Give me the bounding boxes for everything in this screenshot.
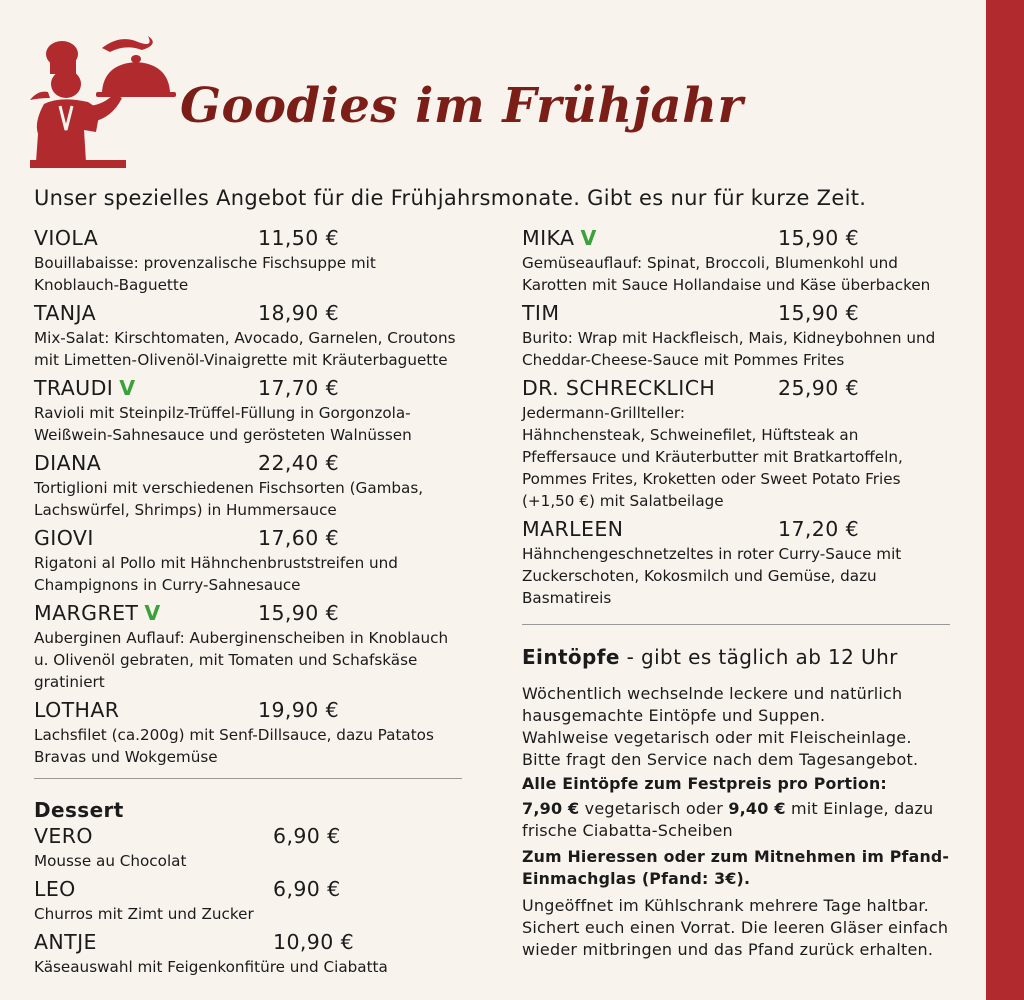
vegetarian-badge: V (580, 226, 597, 250)
description-line: Cheddar-Cheese-Sauce mit Pommes Frites (522, 351, 845, 369)
menu-item (34, 601, 464, 693)
description-line: Lachsfilet (ca.200g) mit Senf-Dillsauce, dazu Patatos (34, 726, 434, 744)
menu-item-price: 11,50 € (258, 226, 340, 250)
menu-item-header (522, 517, 952, 543)
description-line: Basmatireis (522, 589, 612, 607)
description-line: gratiniert (34, 673, 105, 691)
menu-item-name (34, 526, 94, 550)
menu-item-name (34, 698, 119, 722)
menu-item-header (34, 824, 464, 850)
description-line: Rigatoni al Pollo mit Hähnchenbruststreifen und (34, 554, 398, 572)
chef-logo (30, 34, 180, 170)
menu-item (522, 517, 952, 609)
menu-item-description (34, 327, 464, 371)
pfand-text (522, 846, 952, 890)
menu-item (34, 824, 464, 872)
menu-item-name (34, 451, 101, 475)
description-line: Hähnchensteak, Schweinefilet, Hüftsteak an (522, 426, 859, 444)
right-accent-bar (986, 0, 1024, 1000)
menu-item-name-text: ANTJE (34, 930, 97, 954)
menu-item-name-text: LOTHAR (34, 698, 120, 722)
menu-item-header (34, 601, 464, 627)
menu-item (34, 877, 464, 925)
menu-item-price: 17,60 € (258, 526, 340, 550)
pfand-line: Einmachglas (Pfand: 3€). (522, 869, 751, 888)
menu-item-price: 6,90 € (273, 824, 341, 848)
menu-item-header (34, 226, 464, 252)
menu-item-name (34, 376, 135, 400)
description-line: Lachswürfel, Shrimps) in Hummersauce (34, 501, 337, 519)
menu-item-header (34, 526, 464, 552)
description-line: Pommes Frites, Kroketten oder Sweet Potato Fries (522, 470, 901, 488)
dessert-title: Dessert (34, 798, 124, 822)
menu-item (522, 226, 952, 296)
menu-item-name-text: MIKA (522, 226, 575, 250)
outro-line: wieder mitbringen und das Pfand zurück erhalten. (522, 940, 934, 959)
menu-item-name-text: TIM (522, 301, 560, 325)
description-line: Zuckerschoten, Kokosmilch und Gemüse, dazu (522, 567, 877, 585)
price-veg: 7,90 € (522, 799, 580, 818)
description-line: Mix-Salat: Kirschtomaten, Avocado, Garnelen, Croutons (34, 329, 456, 347)
menu-item-name-text: DIANA (34, 451, 102, 475)
menu-item-name-text: VIOLA (34, 226, 99, 250)
menu-item-price: 17,20 € (778, 517, 860, 541)
menu-item-price: 19,90 € (258, 698, 340, 722)
description-line: Churros mit Zimt und Zucker (34, 905, 254, 923)
menu-item-header (34, 451, 464, 477)
menu-item-header (522, 226, 952, 252)
menu-item (34, 526, 464, 596)
description-line: Auberginen Auflauf: Auberginenscheiben in Knoblauch (34, 629, 449, 647)
menu-item-header (34, 698, 464, 724)
description-line: u. Olivenöl gebraten, mit Tomaten und Schafskäse (34, 651, 418, 669)
description-line: Knoblauch-Baguette (34, 276, 189, 294)
menu-item-description (34, 402, 464, 446)
price-veg-text: vegetarisch oder (579, 799, 729, 818)
description-line: Mousse au Chocolat (34, 852, 187, 870)
dessert-list (34, 824, 464, 978)
menu-item-header (34, 877, 464, 903)
intro-text: Unser spezielles Angebot für die Frühjahrsmonate. Gibt es nur für kurze Zeit. (34, 186, 867, 210)
right-column (522, 226, 952, 961)
menu-item-price: 15,90 € (258, 601, 340, 625)
menu-item-description (34, 627, 464, 693)
ciabatta-line: frische Ciabatta-Scheiben (522, 821, 733, 840)
menu-item-name-text: DR. SCHRECKLICH (522, 376, 716, 400)
menu-item-name (522, 301, 559, 325)
eintoepfe-intro-line: Wöchentlich wechselnde leckere und natürlich (522, 684, 903, 703)
menu-item-description (34, 552, 464, 596)
menu-item-description (522, 327, 952, 371)
menu-item-price: 22,40 € (258, 451, 340, 475)
festpreis-heading: Alle Eintöpfe zum Festpreis pro Portion: (522, 774, 887, 793)
description-line: Jedermann-Grillteller: (522, 404, 686, 422)
eintoepfe-intro-line: Bitte fragt den Service nach dem Tagesangebot. (522, 750, 919, 769)
menu-item-name (34, 601, 161, 625)
menu-item-name (522, 517, 623, 541)
description-line: mit Limetten-Olivenöl-Vinaigrette mit Kräuterbaguette (34, 351, 448, 369)
eintoepfe-subtitle: - gibt es täglich ab 12 Uhr (619, 645, 898, 669)
menu-item (522, 301, 952, 371)
menu-item-price: 18,90 € (258, 301, 340, 325)
menu-item-name (34, 226, 98, 250)
eintoepfe-title (522, 645, 952, 673)
menu-item (34, 930, 464, 978)
description-line: Tortiglioni mit verschiedenen Fischsorten (Gambas, (34, 479, 424, 497)
description-line: Ravioli mit Steinpilz-Trüffel-Füllung in Gorgonzola- (34, 404, 411, 422)
description-line: Pfeffersauce und Kräuterbutter mit Bratkartoffeln, (522, 448, 903, 466)
menu-item-description (522, 402, 952, 512)
main-dish-list (34, 226, 464, 768)
description-line: Käseauswahl mit Feigenkonfitüre und Ciabatta (34, 958, 388, 976)
menu-item (34, 376, 464, 446)
description-line: Bravas und Wokgemüse (34, 748, 218, 766)
menu-item (34, 698, 464, 768)
menu-item-description (522, 543, 952, 609)
menu-item (34, 301, 464, 371)
section-divider (522, 624, 950, 625)
description-line: Gemüseauflauf: Spinat, Broccoli, Blumenkohl und (522, 254, 898, 272)
section-divider (34, 778, 462, 779)
menu-item-description (34, 850, 464, 872)
menu-item-header (34, 930, 464, 956)
menu-item-description (34, 903, 464, 925)
main-dish-list-right (522, 226, 952, 609)
menu-item-name (34, 930, 97, 954)
menu-item-name-text: TRAUDI (34, 376, 114, 400)
description-line: Hähnchengeschnetzeltes in roter Curry-Sauce mit (522, 545, 902, 563)
menu-item (522, 376, 952, 512)
menu-item-name-text: MARLEEN (522, 517, 624, 541)
outro-line: Ungeöffnet im Kühlschrank mehrere Tage haltbar. (522, 896, 929, 915)
eintoepfe-intro-line: hausgemachte Eintöpfe und Suppen. (522, 706, 826, 725)
vegetarian-badge: V (119, 376, 136, 400)
eintoepfe-intro-line: Wahlweise vegetarisch oder mit Fleischeinlage. (522, 728, 912, 747)
menu-item-name (522, 226, 597, 250)
menu-item-description (34, 477, 464, 521)
menu-item-name-text: VERO (34, 824, 93, 848)
menu-item-price: 6,90 € (273, 877, 341, 901)
menu-item-name (34, 824, 93, 848)
price-meat-text: mit Einlage, dazu (785, 799, 934, 818)
menu-item-name-text: GIOVI (34, 526, 94, 550)
outro-line: Sichert euch einen Vorrat. Die leeren Gläser einfach (522, 918, 949, 937)
eintoepfe-intro (522, 683, 952, 771)
menu-item-header (34, 376, 464, 402)
menu-item-description (522, 252, 952, 296)
left-column (34, 226, 464, 978)
menu-item-description (34, 724, 464, 768)
description-line: (+1,50 €) mit Salatbeilage (522, 492, 724, 510)
menu-item-description (34, 956, 464, 978)
description-line: Champignons in Curry-Sahnesauce (34, 576, 301, 594)
menu-item-price: 10,90 € (273, 930, 355, 954)
description-line: Karotten mit Sauce Hollandaise und Käse überbacken (522, 276, 931, 294)
description-line: Bouillabaisse: provenzalische Fischsuppe mit (34, 254, 376, 272)
menu-item (34, 451, 464, 521)
price-line (522, 798, 952, 820)
menu-item-header (34, 301, 464, 327)
menu-item-price: 25,90 € (778, 376, 860, 400)
menu-item-name (34, 301, 96, 325)
description-line: Weißwein-Sahnesauce und gerösteten Walnüssen (34, 426, 412, 444)
menu-item-price: 15,90 € (778, 301, 860, 325)
menu-item-description (34, 252, 464, 296)
menu-item-price: 17,70 € (258, 376, 340, 400)
menu-item-name-text: LEO (34, 877, 76, 901)
description-line: Burito: Wrap mit Hackfleisch, Mais, Kidneybohnen und (522, 329, 936, 347)
menu-item-header (522, 376, 952, 402)
eintoepfe-title-bold: Eintöpfe (522, 645, 620, 669)
menu-item-name (522, 376, 715, 400)
price-meat: 9,40 € (728, 799, 786, 818)
menu-item-name-text: MARGRET (34, 601, 139, 625)
menu-item-name (34, 877, 76, 901)
eintoepfe-outro (522, 895, 952, 961)
pfand-line: Zum Hieressen oder zum Mitnehmen im Pfand- (522, 847, 950, 866)
page-headline: Goodies im Frühjahr (180, 78, 744, 134)
vegetarian-badge: V (144, 601, 161, 625)
menu-item-price: 15,90 € (778, 226, 860, 250)
menu-item-header (522, 301, 952, 327)
menu-item-name-text: TANJA (34, 301, 96, 325)
menu-item (34, 226, 464, 296)
